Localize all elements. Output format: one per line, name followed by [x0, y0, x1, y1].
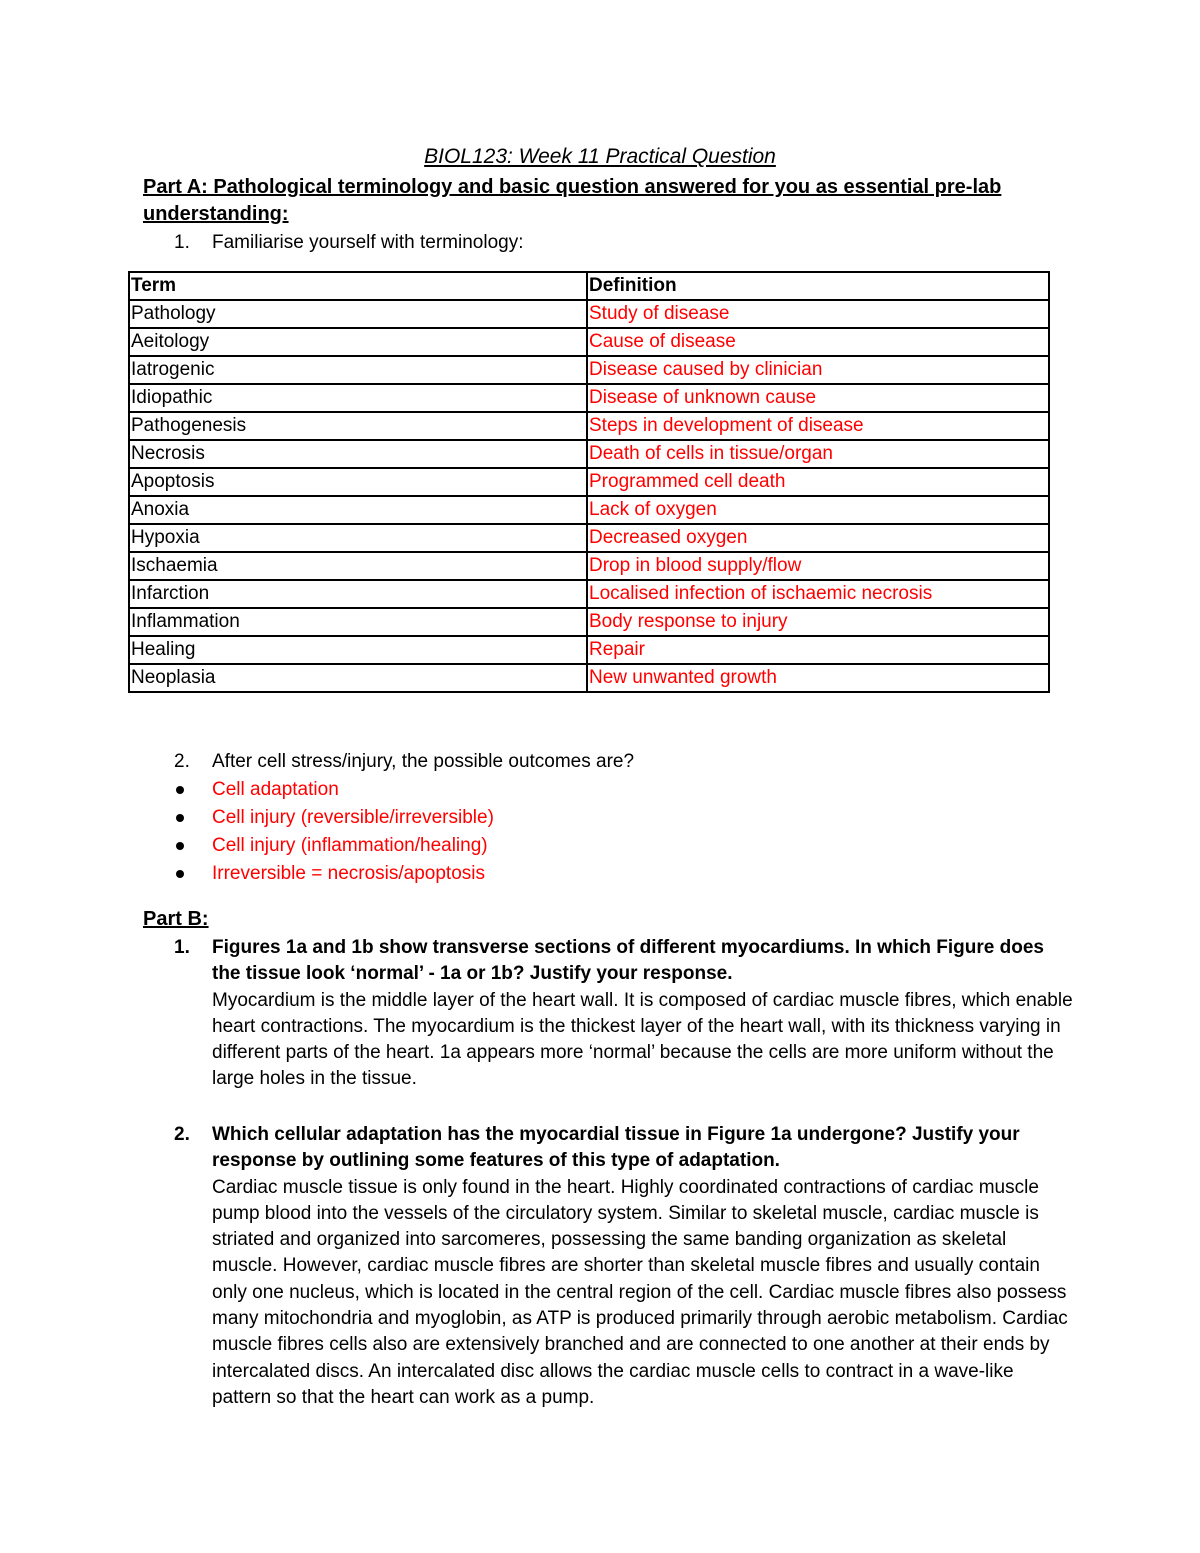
- table-row: [129, 440, 1049, 468]
- definition-cell: Programmed cell death: [587, 468, 1049, 496]
- definition-cell: Cause of disease: [587, 328, 1049, 356]
- part-b-question-1: [174, 935, 1074, 1093]
- list-item: [174, 776, 494, 804]
- definition-cell: Steps in development of disease: [587, 412, 1049, 440]
- part-a-heading: Part A: Pathological terminology and basic question answered for you as essential pre-lab understanding:: [143, 176, 1002, 225]
- question-number: 2.: [174, 751, 190, 772]
- list-item: [174, 804, 494, 832]
- table-row: [129, 580, 1049, 608]
- table-row: [129, 356, 1049, 384]
- list-item: [174, 860, 494, 888]
- bullet-icon: [176, 842, 184, 850]
- definition-cell: Repair: [587, 636, 1049, 664]
- term-cell: Idiopathic: [129, 384, 587, 412]
- term-cell: Ischaemia: [129, 552, 587, 580]
- term-cell: Hypoxia: [129, 524, 587, 552]
- definition-cell: Study of disease: [587, 300, 1049, 328]
- definition-cell: Death of cells in tissue/organ: [587, 440, 1049, 468]
- term-cell: Infarction: [129, 580, 587, 608]
- question-text: Figures 1a and 1b show transverse sections of different myocardiums. In which Figure does the tissue look ‘normal’ - 1a or 1b? Justify your response.: [212, 937, 1044, 985]
- table-row: [129, 524, 1049, 552]
- question-number: 1.: [174, 232, 190, 253]
- term-cell: Necrosis: [129, 440, 587, 468]
- table-row: [129, 300, 1049, 328]
- part-b-heading: Part B:: [143, 908, 209, 930]
- definition-column-header: Definition: [587, 272, 1049, 300]
- question-number: 1.: [174, 937, 190, 958]
- table-row: [129, 496, 1049, 524]
- term-cell: Healing: [129, 636, 587, 664]
- table-row: [129, 384, 1049, 412]
- term-cell: Iatrogenic: [129, 356, 587, 384]
- definition-cell: Body response to injury: [587, 608, 1049, 636]
- outcome-text: Cell injury (inflammation/healing): [212, 835, 488, 856]
- bullet-icon: [176, 814, 184, 822]
- definition-cell: Disease of unknown cause: [587, 384, 1049, 412]
- definition-cell: Localised infection of ischaemic necrosis: [587, 580, 1049, 608]
- list-item: [174, 832, 494, 860]
- table-row: [129, 468, 1049, 496]
- term-cell: Aeitology: [129, 328, 587, 356]
- term-cell: Neoplasia: [129, 664, 587, 692]
- part-a-question-1: [174, 230, 524, 256]
- outcome-text: Cell injury (reversible/irreversible): [212, 807, 494, 828]
- definition-cell: Lack of oxygen: [587, 496, 1049, 524]
- part-a-question-2: [174, 749, 634, 775]
- part-b-question-2: [174, 1122, 1074, 1411]
- table-row: [129, 412, 1049, 440]
- definition-cell: Drop in blood supply/flow: [587, 552, 1049, 580]
- question-number: 2.: [174, 1124, 190, 1145]
- terminology-table: [128, 271, 1050, 693]
- table-row: [129, 328, 1049, 356]
- table-row: [129, 636, 1049, 664]
- outcomes-list: [174, 776, 494, 888]
- definition-cell: New unwanted growth: [587, 664, 1049, 692]
- outcome-text: Irreversible = necrosis/apoptosis: [212, 863, 485, 884]
- term-cell: Pathogenesis: [129, 412, 587, 440]
- table-row: [129, 664, 1049, 692]
- question-body: [212, 935, 1074, 1093]
- question-text: Familiarise yourself with terminology:: [212, 232, 524, 253]
- bullet-icon: [176, 786, 184, 794]
- definition-cell: Decreased oxygen: [587, 524, 1049, 552]
- table-row: [129, 552, 1049, 580]
- table-row: [129, 608, 1049, 636]
- question-text: After cell stress/injury, the possible outcomes are?: [212, 751, 635, 772]
- bullet-icon: [176, 870, 184, 878]
- outcome-text: Cell adaptation: [212, 779, 339, 800]
- term-cell: Pathology: [129, 300, 587, 328]
- document-title: BIOL123: Week 11 Practical Question: [424, 145, 776, 168]
- terminology-table-body: [129, 300, 1049, 692]
- definition-cell: Disease caused by clinician: [587, 356, 1049, 384]
- question-body: [212, 1122, 1074, 1411]
- term-cell: Anoxia: [129, 496, 587, 524]
- answer-text: Cardiac muscle tissue is only found in the heart. Highly coordinated contractions of cardiac muscle pump blood into the vessels of the circulatory system. Similar to skeletal muscle, cardiac muscle is striated and organized into sarcomeres, possessing the same banding organization as skeletal muscle. However, cardiac muscle fibres are shorter than skeletal muscle fibres and usually contain only one nucleus, which is located in the central region of the cell. Cardiac muscle fibres also possess many mitochondria and myoglobin, as ATP is produced primarily through aerobic metabolism. Cardiac muscle fibres cells also are extensively branched and are connected to one another at their ends by intercalated discs. An intercalated disc allows the cardiac muscle cells to contract in a wave-like pattern so that the heart can work as a pump.: [212, 1176, 1068, 1408]
- term-cell: Apoptosis: [129, 468, 587, 496]
- table-header-row: [129, 272, 1049, 300]
- term-column-header: Term: [129, 272, 587, 300]
- term-cell: Inflammation: [129, 608, 587, 636]
- question-text: Which cellular adaptation has the myocardial tissue in Figure 1a undergone? Justify your response by outlining some features of this type of adaptation.: [212, 1124, 1020, 1172]
- answer-text: Myocardium is the middle layer of the heart wall. It is composed of cardiac muscle fibres, which enable heart contractions. The myocardium is the thickest layer of the heart wall, with its thickness varying in different parts of the heart. 1a appears more ‘normal’ because the cells are more uniform without the large holes in the tissue.: [212, 989, 1073, 1090]
